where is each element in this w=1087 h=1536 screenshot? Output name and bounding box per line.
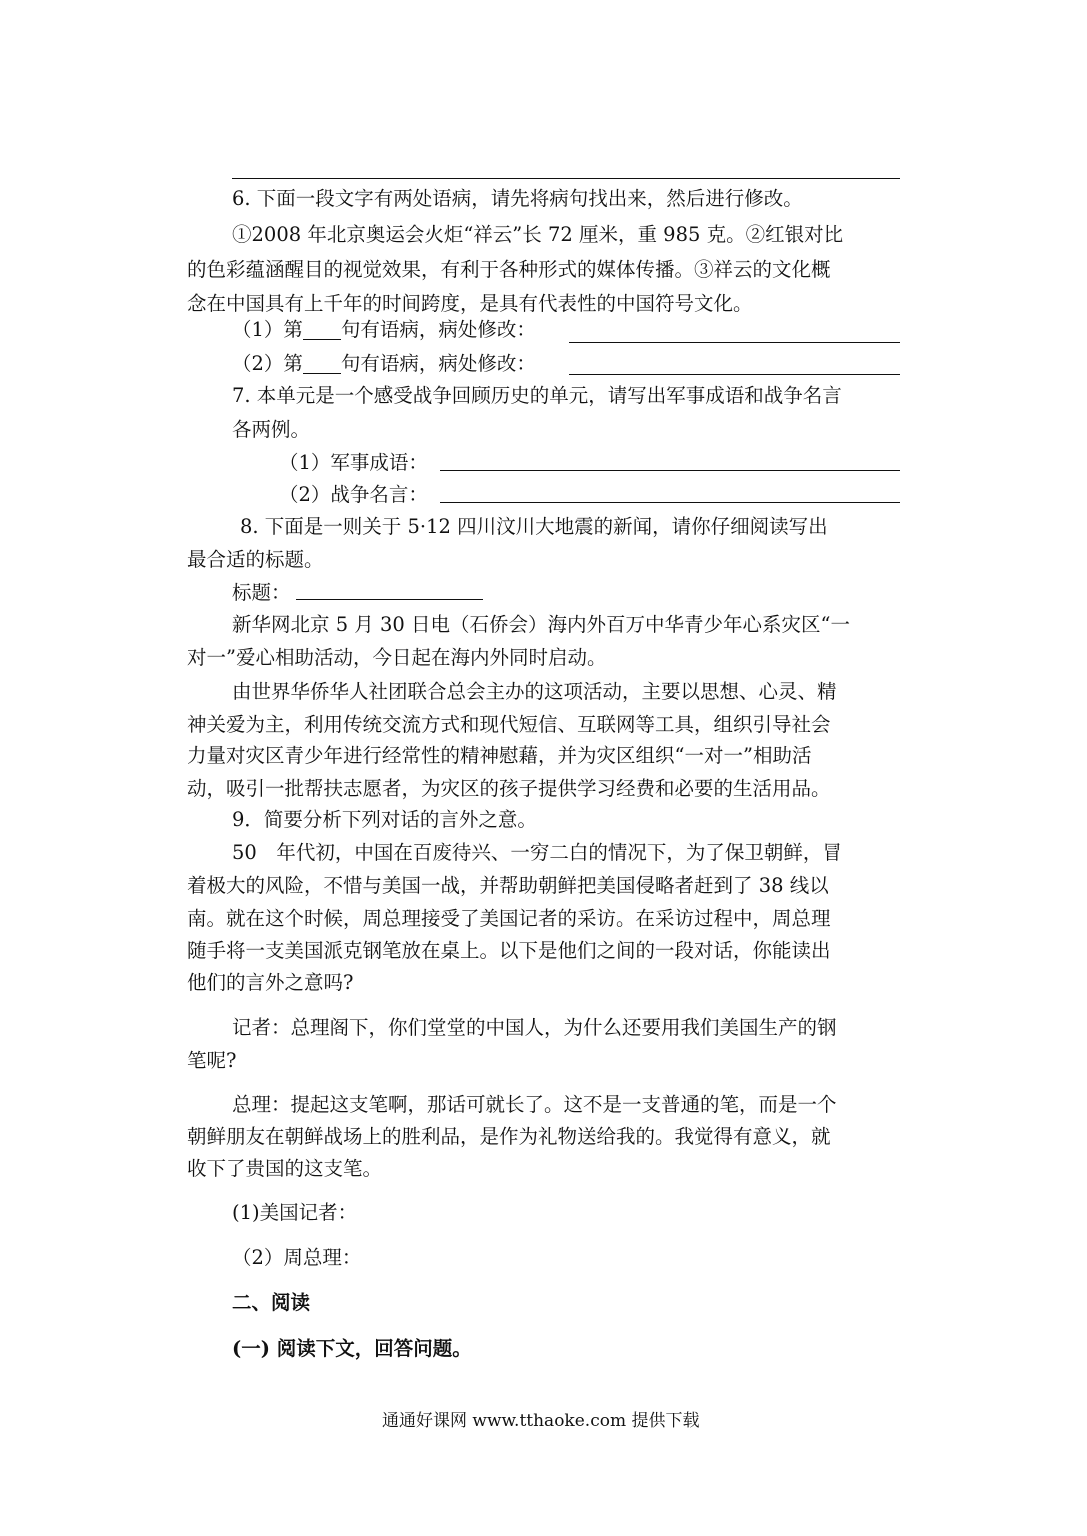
q9-passage-line-3: 南。就在这个时候，周总理接受了美国记者的采访。在采访过程中，周总理 <box>187 907 831 930</box>
q9-premier-line-3: 收下了贵国的这支笔。 <box>187 1157 383 1180</box>
q8-headline-answer-line[interactable] <box>296 599 483 600</box>
q6-item-2-suffix: 句有语病，病处修改： <box>340 352 536 375</box>
q9-reporter-line-1: 记者：总理阁下，你们堂堂的中国人，为什么还要用我们美国生产的钢 <box>232 1016 837 1039</box>
q7-title-line-2: 各两例。 <box>232 418 311 441</box>
top-answer-line <box>232 178 900 179</box>
q6-title: 6. 下面一段文字有两处语病，请先将病句找出来，然后进行修改。 <box>232 187 803 210</box>
q9-premier-line-2: 朝鲜朋友在朝鲜战场上的胜利品，是作为礼物送给我的。我觉得有意义，就 <box>187 1125 831 1148</box>
q6-item-1 <box>232 317 536 343</box>
q9-premier-line-1: 总理：提起这支笔啊，那话可就长了。这不是一支普通的笔，而是一个 <box>232 1093 837 1116</box>
q6-item-2-sentence-blank[interactable] <box>303 355 341 374</box>
q9-passage-line-2: 着极大的风险，不惜与美国一战，并帮助朝鲜把美国侵略者赶到了 38 线以 <box>187 874 829 897</box>
q9-reporter-line-2: 笔呢? <box>187 1049 237 1072</box>
q8-title-line-1: 8. 下面是一则关于 5·12 四川汶川大地震的新闻，请你仔细阅读写出 <box>240 515 828 538</box>
section-2-heading: 二、阅读 <box>232 1291 311 1314</box>
q7-item-1-answer-line[interactable] <box>440 470 900 471</box>
page-footer: 通通好课网 www.tthaoke.com 提供下载 <box>382 1411 700 1431</box>
q8-news-line-3: 由世界华侨华人社团联合总会主办的这项活动，主要以思想、心灵、精 <box>232 680 837 703</box>
q8-news-line-4: 神关爱为主，利用传统交流方式和现代短信、互联网等工具，组织引导社会 <box>187 713 831 736</box>
q8-title-line-2: 最合适的标题。 <box>187 548 324 571</box>
q6-item-1-suffix: 句有语病，病处修改： <box>340 318 536 341</box>
q9-title: 9．简要分析下列对话的言外之意。 <box>232 808 537 831</box>
q9-passage-line-1: 50 年代初，中国在百废待兴、一穷二白的情况下，为了保卫朝鲜，冒 <box>232 841 842 864</box>
q9-answer-2-label: （2）周总理： <box>232 1246 362 1269</box>
q8-headline-label: 标题： <box>232 581 291 604</box>
q7-item-2-label: （2）战争名言： <box>279 483 428 506</box>
q6-passage-line-2: 的色彩蕴涵醒目的视觉效果，有利于各种形式的媒体传播。③祥云的文化概 <box>187 258 831 281</box>
q6-passage-line-3: 念在中国具有上千年的时间跨度，是具有代表性的中国符号文化。 <box>187 292 753 315</box>
q8-news-line-5: 力量对灾区青少年进行经常性的精神慰藉，并为灾区组织“一对一”相助活 <box>187 744 812 767</box>
q9-passage-line-4: 随手将一支美国派克钢笔放在桌上。以下是他们之间的一段对话，你能读出 <box>187 939 831 962</box>
section-2-subheading: (一) 阅读下文，回答问题。 <box>232 1337 472 1360</box>
q6-item-1-answer-line[interactable] <box>569 342 900 343</box>
q9-passage-line-5: 他们的言外之意吗? <box>187 971 354 994</box>
q8-news-line-2: 对一”爱心相助活动，今日起在海内外同时启动。 <box>187 646 607 669</box>
q6-item-2-answer-line[interactable] <box>569 374 900 375</box>
q8-news-line-1: 新华网北京 5 月 30 日电（石侨会）海内外百万中华青少年心系灾区“一 <box>232 613 850 636</box>
q6-item-2-prefix: （2）第 <box>232 352 303 375</box>
q6-item-1-prefix: （1）第 <box>232 318 303 341</box>
q7-item-1-label: （1）军事成语： <box>279 451 428 474</box>
q9-answer-1-label: (1)美国记者： <box>232 1201 358 1224</box>
q6-item-2 <box>232 351 536 377</box>
q8-news-line-6: 动，吸引一批帮扶志愿者，为灾区的孩子提供学习经费和必要的生活用品。 <box>187 777 831 800</box>
q7-item-2-answer-line[interactable] <box>440 502 900 503</box>
q7-title-line-1: 7. 本单元是一个感受战争回顾历史的单元，请写出军事成语和战争名言 <box>232 384 842 407</box>
q6-passage-line-1: ①2008 年北京奥运会火炬“祥云”长 72 厘米，重 985 克。②红银对比 <box>232 223 844 246</box>
q6-item-1-sentence-blank[interactable] <box>303 321 341 340</box>
